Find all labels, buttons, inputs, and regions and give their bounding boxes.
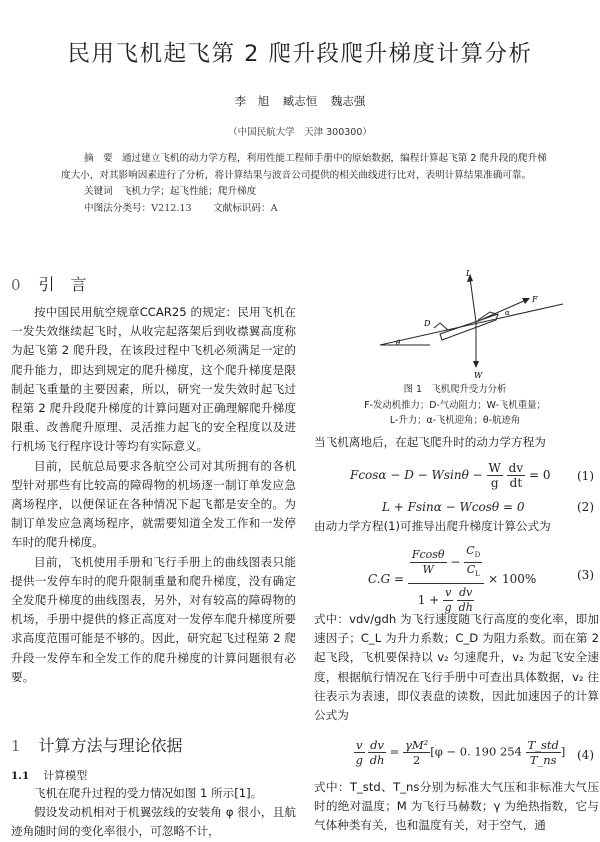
- section-heading-method: [11, 733, 183, 756]
- paragraph: 当飞机离地后，在起飞爬升时的动力学方程为: [314, 435, 546, 449]
- paragraph: 飞机在爬升过程的受力情况如图 1 所示[1]。: [34, 786, 263, 800]
- fraction: $\frac{W}{g}$: [488, 461, 501, 490]
- fraction: $\frac{dv}{dt}$: [508, 461, 524, 490]
- paper-title: 民用飞机起飞第 2 爬升段爬升梯度计算分析: [67, 41, 533, 67]
- figure-caption: [310, 382, 600, 429]
- author: 李 旭: [234, 94, 270, 108]
- clc-label: 中图法分类号：: [84, 202, 152, 214]
- abstract-text: 通过建立飞机的动力学方程，利用性能工程师手册中的原始数据，编程计算起飞第 2 爬升段的爬升梯度大小，对其影响因素进行了分析，将计算结果与波音公司提供的相关曲线进行比对，表明计算结果准确可靠。: [61, 153, 547, 181]
- lift-label: L: [466, 269, 472, 278]
- classification-line: [61, 201, 547, 218]
- equation-number: (2): [577, 500, 594, 514]
- keywords-label: 关键词: [84, 186, 113, 197]
- figure-legend-line: L-升力；α-飞机迎角；θ-航迹角: [389, 415, 521, 426]
- fraction: $\frac{Fcos\theta}{W}$ − $\frac{C_D}{C_L}$ 1 + $\frac{v}{g}$ $\frac{dv}{dh}$: [408, 544, 484, 615]
- author: 魏志强: [330, 94, 366, 108]
- equation-number: (3): [577, 568, 594, 582]
- abstract-paragraph: [61, 151, 547, 184]
- paragraph: 式中：vdv/gdh 为飞行速度随飞行高度的变化率，即加速因子；C_L 为升力系数；C_D 为阻力系数。而在第 2 起飞段，飞机要保持以 v₂ 匀速爬升，v₂ 为起飞安全速度，根据航行情况在飞行手册中可查出具体数据，v₂ 往往表示为表速，即仪表盘的读数，因此加速因子的计算公式为: [314, 612, 599, 723]
- paragraph: 假设发动机相对于机翼弦线的安装角 φ 很小，且航迹角随时间的变化率很小，可忽略不计，: [11, 805, 296, 839]
- theta-label: θ: [396, 339, 401, 347]
- clc-code: V212.13: [151, 202, 192, 214]
- subsection-heading: [11, 767, 87, 783]
- equation-1: Fcosα − D − Wsinθ − $\frac{W}{g}$ $\frac{dv}{dt}$ = 0 (1): [350, 461, 594, 490]
- doc-code: A: [270, 202, 278, 214]
- figure-legend-line: F-发动机推力；D-气动阻力；W-飞机重量；: [364, 399, 546, 411]
- equation-term: L + Fsinα − Wcosθ = 0: [382, 500, 525, 514]
- section-title: 计算方法与理论依据: [38, 736, 183, 755]
- equation-2: [310, 499, 600, 517]
- abstract-block: [61, 151, 547, 217]
- abstract-label: 摘 要: [84, 153, 113, 164]
- equation-number: (4): [577, 748, 594, 762]
- equation-term: Fcosα − D − Wsinθ −: [350, 468, 487, 482]
- section-number: 0: [11, 276, 21, 294]
- drag-label: D: [424, 319, 431, 328]
- figure-title: 图 1 飞机爬升受力分析: [403, 384, 507, 395]
- equation-number: (1): [577, 469, 594, 483]
- author-list: [0, 93, 600, 109]
- section-number: 1: [11, 737, 21, 755]
- paragraph: 式中：T_std、T_ns分别为标准大气压和非标准大气压时的绝对温度；M 为飞行马赫数；γ 为绝热指数，它与气体种类有关，也和温度有关，对于空气，通: [314, 780, 599, 833]
- weight-label: W: [474, 371, 483, 380]
- intro-text: [11, 303, 296, 687]
- alpha-label: α: [505, 309, 510, 317]
- section-title: 引 言: [38, 275, 87, 294]
- section-heading-intro: [11, 272, 87, 295]
- keywords: 飞机力学；起飞性能；爬升梯度: [121, 186, 257, 197]
- affiliation: （中国民航大学 天津 300300）: [228, 127, 372, 138]
- author: 臧志恒: [282, 94, 318, 108]
- doc-code-label: 文献标识码：: [213, 202, 271, 214]
- equation-4: $\frac{v}{g}$ $\frac{dv}{dh}$ = $\frac{\text{γM²}}{2}$ [φ − 0. 190 254 $\frac{\text{T\_std}}{T\_ns}$ ] (4): [355, 738, 594, 767]
- paragraph: 由动力学方程(1)可推导出爬升梯度计算公式为: [314, 519, 551, 533]
- thrust-label: F: [532, 295, 538, 304]
- subsection-title: 计算模型: [43, 769, 88, 782]
- paragraph: 目前，民航总局要求各航空公司对其所拥有的各机型针对那些有比较高的障碍物的机场逐一制订单发应急离场程序，以便保证在各种情况下起飞都是安全的。为制订单发应急离场程序，就需要知道全发工作和一发停车时的爬升梯度。: [11, 458, 296, 550]
- model-text: [11, 784, 296, 842]
- equation-3: C.G = $\frac{Fcos\theta}{W}$ − $\frac{C_D}{C_L}$ 1 + $\frac{v}{g}$ $\frac{dv}{dh}$ × 100% (3): [368, 544, 594, 615]
- paragraph: 按中国民用航空规章CCAR25 的规定：民用飞机在一发失效继续起飞时，从收完起落架后到收襟翼高度称为起飞第 2 爬升段，在该段过程中飞机必须满足一定的爬升能力，即达到规定的爬升梯度，这个爬升梯度是限制起飞重量的主要因素，所以，研究一发失效时起飞过程第 2 爬升段爬升梯度的计算问题对正确理解爬升梯度限重、改善爬升原理、灵活推力起飞的安全程度以及进行机场飞行程序设计等均有实际意义。: [11, 305, 296, 454]
- keywords-line: [61, 184, 547, 201]
- force-diagram-figure: [378, 262, 583, 380]
- subsection-number: 1.1: [11, 770, 30, 782]
- paragraph: 目前，飞机使用手册和飞行手册上的曲线图表只能提供一发停车时的爬升限制重量和爬升梯度，没有确定全发爬升梯度的曲线图表，另外，对有较高的障碍物的机场，手册中提供的修正高度对一发停车爬升梯度所要求高度范围可能是不够的。因此，研究起飞过程第 2 爬升段一发停车和全发工作的爬升梯度的计算问题很有必要。: [11, 554, 296, 684]
